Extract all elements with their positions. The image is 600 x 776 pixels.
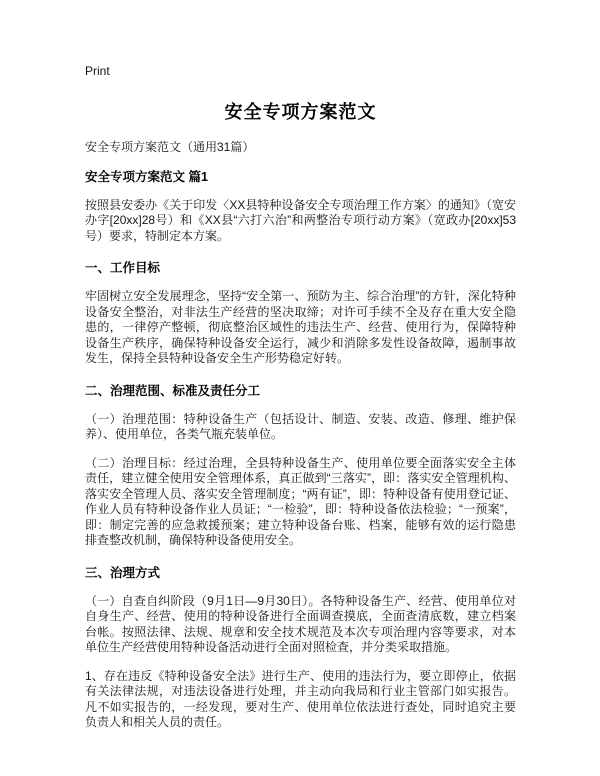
heading-scope-responsibility: 二、治理范围、标准及责任分工	[85, 383, 261, 398]
section-title-part-1: 安全专项方案范文 篇1	[85, 169, 208, 184]
paragraph-self-inspection: （一）自查自纠阶段（9月1日—9月30日）。各特种设备生产、经营、使用单位对自身生产、经营、使用的特种设备进行全面调查摸底，全面查清底数，建立档案台帐。按照法律、法规、规章和安全技术规范及本次专项治理内容等要求，对本单位生产经营使用特种设备活动进行全面对照检查，并分类采取措施。	[85, 593, 516, 654]
paragraph-violation-handling: 1、存在违反《特种设备安全法》进行生产、使用的违法行为，要立即停止，依据有关法律法规，对违法设备进行处理，并主动向我局和行业主管部门如实报告。凡不如实报告的，一经发现，要对生产、使用单位依法进行查处，同时追究主要负责人和相关人员的责任。	[85, 668, 516, 729]
paragraph-work-goals: 牢固树立安全发展理念，坚持“安全第一、预防为主、综合治理”的方针，深化特种设备安全整治，对非法生产经营的坚决取缔；对许可手续不全及存在重大安全隐患的，一律停产整顿，彻底整治区域性的违法生产、经营、使用行为，保障特种设备生产秩序，确保特种设备安全运行，减少和消除多发性设备故障，遏制事故发生，保持全县特种设备安全生产形势稳定好转。	[85, 289, 516, 365]
heading-work-goals: 一、工作目标	[85, 261, 161, 275]
paragraph-intro: 按照县安委办《关于印发〈XX县特种设备安全专项治理工作方案〉的通知》（宽安办字[20xx]28号）和《XX县“六打六治”和两整治专项行动方案》（宽政办[20xx]53号）要求，特制定本方案。	[85, 197, 516, 243]
document-title: 安全专项方案范文	[224, 102, 377, 122]
heading-method: 三、治理方式	[85, 565, 161, 580]
paragraph-goals-detail: （二）治理目标：经过治理，全县特种设备生产、使用单位要全面落实安全主体责任，建立健全使用安全管理体系，真正做到“三落实”，即：落实安全管理机构、落实安全管理人员、落实安全管理制度；“两有证”，即：特种设备有使用登记证、作业人员有特种设备作业人员证；“一检验”，即：特种设备依法检验；“一预案”，即：制定完善的应急救援预案；建立特种设备台账、档案，能够有效的运行隐患排查整改机制，确保特种设备使用安全。	[85, 455, 516, 547]
document-subtitle: 安全专项方案范文（通用31篇）	[85, 140, 255, 154]
print-button[interactable]: Print	[85, 64, 110, 78]
paragraph-scope: （一）治理范围：特种设备生产（包括设计、制造、安装、改造、修理、维护保养）、使用单位，各类气瓶充装单位。	[85, 411, 516, 441]
